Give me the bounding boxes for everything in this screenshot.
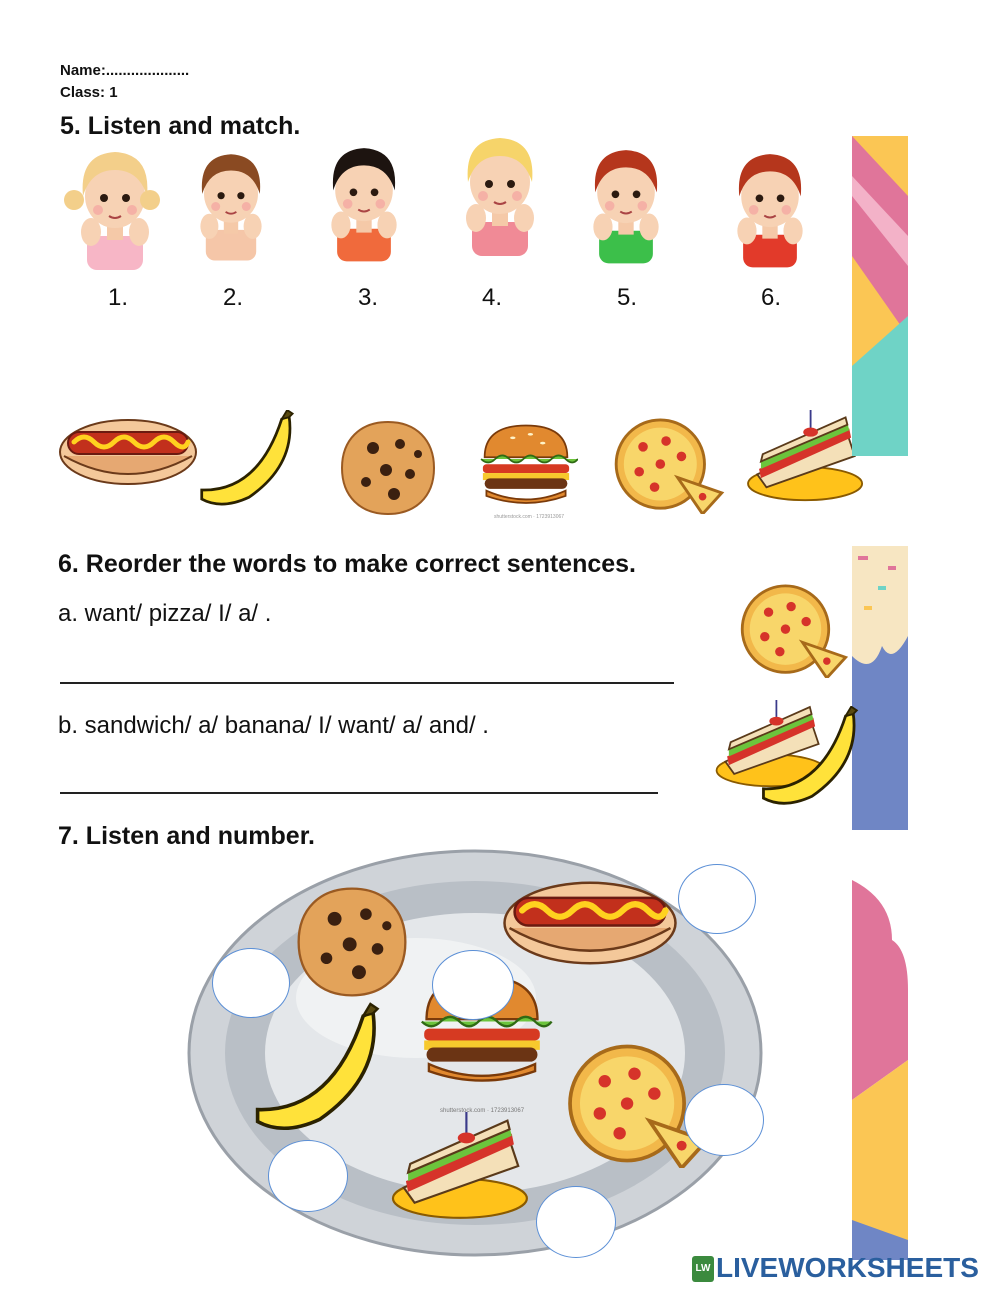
cookie-icon (282, 884, 422, 1000)
number-circle-hotdog[interactable] (678, 864, 756, 934)
hotdog-icon[interactable] (58, 408, 198, 488)
burger-icon[interactable] (474, 422, 578, 510)
answer-a-line (60, 682, 674, 684)
match-number-2: 2. (223, 284, 244, 311)
number-input-sandwich[interactable] (537, 1187, 619, 1259)
boy-green-shirt-icon (578, 138, 674, 264)
pizza-icon[interactable] (608, 418, 728, 514)
match-number-1: 1. (108, 284, 129, 311)
number-input-banana[interactable] (269, 1141, 351, 1213)
sentence-a: a. want/ pizza/ I/ a/ . (58, 600, 272, 627)
class-label: Class: 1 (60, 84, 118, 101)
answer-b-line (60, 792, 658, 794)
number-circle-pizza[interactable] (684, 1084, 764, 1156)
stock-watermark: shutterstock.com · 1723913067 (440, 1108, 525, 1114)
section5-title: 5. Listen and match. (60, 112, 301, 140)
number-input-hotdog[interactable] (679, 865, 759, 935)
match-number-6: 6. (761, 284, 782, 311)
match-number-3: 3. (358, 284, 379, 311)
pizza-icon (734, 584, 852, 678)
banana-icon[interactable] (194, 410, 304, 510)
number-circle-banana[interactable] (268, 1140, 348, 1212)
name-label: Name:.................... (60, 62, 190, 79)
cookie-icon[interactable] (338, 418, 438, 518)
banana-icon (756, 706, 868, 810)
girl-blonde-icon (450, 116, 550, 266)
number-circle-cookie[interactable] (212, 948, 290, 1018)
section6-title: 6. Reorder the words to make correct sentences. (58, 550, 636, 578)
hotdog-icon (502, 866, 678, 970)
sandwich-icon[interactable] (742, 410, 870, 502)
number-circle-burger[interactable] (432, 950, 514, 1020)
liveworksheets-logo-icon: LW (692, 1256, 714, 1282)
girl-brown-hair-icon (186, 140, 276, 264)
number-circle-sandwich[interactable] (536, 1186, 616, 1258)
match-number-5: 5. (617, 284, 638, 311)
section7-title: 7. Listen and number. (58, 822, 315, 850)
banana-icon (248, 1002, 392, 1138)
answer-b-input[interactable] (60, 760, 660, 792)
sentence-b: b. sandwich/ a/ banana/ I/ want/ a/ and/ . (58, 712, 489, 739)
number-input-burger[interactable] (433, 951, 517, 1021)
number-input-cookie[interactable] (213, 949, 293, 1019)
number-input-pizza[interactable] (685, 1085, 767, 1157)
boy-red-shirt-icon (722, 142, 818, 268)
decorative-strip-bottom (852, 880, 908, 1260)
stock-watermark: shutterstock.com · 1723913067 (494, 514, 565, 520)
decorative-strip-top (852, 136, 908, 456)
girl-black-hair-icon (316, 134, 412, 264)
sandwich-icon (378, 1112, 544, 1220)
answer-a-input[interactable] (60, 650, 674, 682)
liveworksheets-logo-text: LIVEWORKSHEETS (716, 1252, 979, 1283)
girl-pigtails-icon (62, 140, 168, 270)
match-number-4: 4. (482, 284, 503, 311)
